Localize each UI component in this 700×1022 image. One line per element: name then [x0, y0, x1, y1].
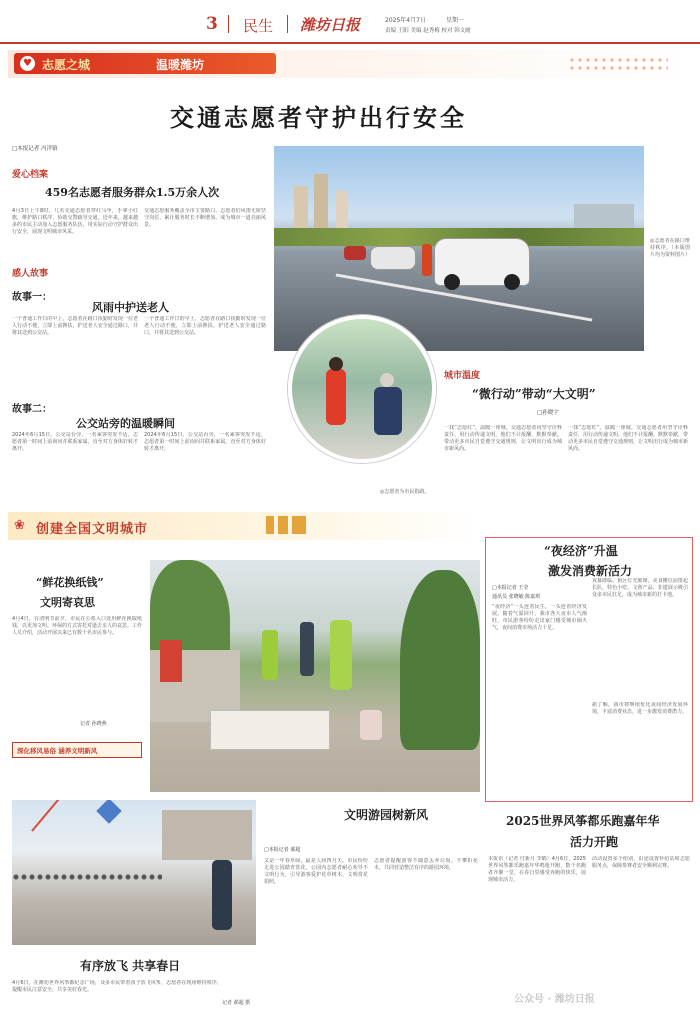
para-kite-run: 本报讯（记者 付新月 李鹤）4月6日，2025世界风筝都乐跑嘉年华鸣枪开跑，数千名跑者齐聚一堂，在春日里感受奔跑的快乐，展现城市活力。 [488, 856, 586, 883]
kite-author: 记者 郝超 摄 [222, 1000, 251, 1006]
flowers-author: 记者 孙晓燕 [80, 721, 107, 727]
person-figure [300, 622, 314, 676]
story2-title: 公交站旁的温暖瞬间 [76, 417, 175, 430]
para-story1-2: 一个普通工作日的早上，志愿者在路口执勤时发现一位老人行动不便，立即上前搀扶，护送老人安全通过路口，并将其送到公交站。 [144, 316, 266, 336]
park-byline: □本报记者 郝超 [264, 847, 301, 853]
crowd [12, 870, 162, 886]
city-skyline-icon [266, 516, 306, 534]
heart-icon: ♥ [20, 56, 35, 71]
para-park: 又是一年春草绿，最是人间四月天。市民纷纷走进公园踏青赏花，公园内志愿者耐心劝导不文明行为，引导游客爱护花草树木，文明赏花拍照。 [264, 858, 368, 885]
para-story2-2: 2024年6月15日，公交站台旁，一名乘客突发不适，志愿者第一时间上前询问并联系家属，直至对方身体好转才离开。 [144, 432, 266, 452]
kicker-archive: 爱心档案 [12, 170, 49, 180]
story1-label: 故事一： [12, 292, 52, 303]
para-kite: 4月6日，在潍坊世界风筝都纪念广场，众多市民带着孩子放飞风筝，志愿者在现场维持秩序，提醒市民注意安全，共享美好春光。 [12, 980, 222, 993]
volunteer-figure [326, 369, 346, 425]
headline-micro-action: “微行动”带动“大文明” [472, 387, 596, 401]
elder-figure [374, 387, 402, 435]
night-headline-b: 激发消费新活力 [548, 564, 633, 578]
paper-logo: 潍坊日报 [300, 16, 361, 34]
volunteer-figure [330, 620, 352, 690]
volunteer-figure [422, 244, 432, 276]
white-car [370, 246, 416, 270]
para-archive-2: 交通志愿服务覆盖全市主要路口，志愿者们风雨无阻坚守岗位，累计服务时长不断增加，成为城市一道亮丽风景。 [144, 208, 266, 228]
para-story2: 2024年6月15日，公交站台旁，一名乘客突发不适，志愿者第一时间上前询问并联系家属，直至对方身体好转才离开。 [12, 432, 138, 452]
volunteer-figure [262, 630, 278, 680]
customs-badge [12, 742, 142, 758]
kite [96, 800, 121, 824]
circle-caption: ◎志愿者为市民指路。 [380, 489, 430, 495]
story2-label: 故事二： [12, 404, 52, 415]
road-photo [274, 146, 644, 351]
photo-caption: ◎志愿者在路口维持秩序。（本版图片均为资料图片） [650, 238, 690, 258]
tree [400, 570, 480, 750]
top-headline: 交通志愿者守护出行安全 [170, 103, 467, 132]
byline-micro: □孙晓宇 [537, 410, 559, 416]
kite-run-headline-b: 活力开跑 [570, 835, 619, 849]
editor-credits: 责编 王阳 美编 赵秀梅 校对 韩文耐 [385, 28, 471, 34]
kite-run-headline-a: 2025世界风筝都乐跑嘉年华 [506, 814, 660, 828]
para-night-1: “夜经济”一头连着民生，一头连着经济发展。随着气温回升，我市各大夜市人气渐旺，市民游客纷纷走出家门感受城市烟火气，夜间消费市场活力十足。 [492, 604, 587, 631]
car-wheel [444, 274, 460, 290]
exchange-desk [210, 710, 330, 750]
night-byline: □本报记者 王莹 [492, 585, 529, 591]
para-archive: 4月3日上午8时，几名交通志愿者穿红马甲，手拿小红旗，维护路口秩序，协助交警疏导交通。近年来，越来越多的市民主动加入志愿服务队伍，用实际行动守护群众出行安全，展现文明城市风采。 [12, 208, 138, 235]
issue-date: 2025年4月7日 [385, 17, 426, 24]
volunteer-banner [8, 50, 692, 78]
masthead [0, 0, 700, 44]
top-byline: □本报记者 冯洋镇 [12, 146, 58, 152]
civilized-city-banner [8, 512, 478, 540]
para-night-3: 据了解，我市将继续优化夜间经济发展环境，丰富消费业态，进一步激发消费潜力。 [592, 702, 688, 715]
flowers-headline-b: 文明寄哀思 [40, 596, 95, 609]
banner-title: 创建全国文明城市 [36, 522, 149, 537]
red-car [344, 246, 366, 260]
night-headline-a: “夜经济”升温 [544, 544, 618, 558]
divider [228, 15, 229, 33]
car-wheel [504, 274, 520, 290]
cemetery-photo [150, 560, 480, 792]
watermark: 公众号 · 潍坊日报 [514, 994, 595, 1005]
para-night-2: 夜幕降临，街区灯光璀璨，美食摊位前排起长队，特色小吃、文创产品、非遗展示吸引众多市民驻足，成为城市新的打卡地。 [592, 578, 688, 598]
para-micro-2: 一抹“志愿红”，温暖一座城。交通志愿者用坚守诠释责任，用行动传递文明。他们不计报酬，默默奉献，带动更多市民自觉遵守交通规则，让文明出行成为城市新风尚。 [568, 425, 688, 452]
section-name: 民生 [243, 17, 274, 35]
customs-badge-text: 深化移风易俗 涵养文明新风 [17, 747, 98, 755]
flowers-headline-a: “鲜花换纸钱” [36, 576, 104, 589]
person-figure [212, 860, 232, 930]
red-sign [160, 640, 182, 682]
page-number: 3 [206, 14, 218, 34]
banner-tag-box [14, 53, 276, 74]
kicker-stories: 感人故事 [12, 269, 49, 279]
flower-bucket [360, 710, 382, 740]
subhead-volunteers: 459名志愿者服务群众1.5万余人次 [45, 186, 220, 199]
banner-tag: 志愿之城 [42, 58, 91, 72]
decor-dots [568, 56, 668, 70]
park-headline: 文明游园树新风 [344, 808, 429, 822]
flower-icon: ❀ [14, 518, 25, 533]
kite-headline: 有序放飞 共享春日 [80, 959, 181, 973]
elder-head [380, 373, 394, 387]
kicker-city: 城市温度 [444, 371, 481, 381]
para-park-2: 志愿者提醒游客不随意丢弃垃圾，不攀折花木，共同营造整洁有序的游园环境。 [374, 858, 478, 871]
night-byline-b: 通讯员 张晓敏 陈嘉琪 [492, 594, 541, 600]
para-story1: 一个普通工作日的早上，志愿者在路口执勤时发现一位老人行动不便，立即上前搀扶，护送老人安全通过路口，并将其送到公交站。 [12, 316, 138, 336]
para-micro: 一抹“志愿红”，温暖一座城。交通志愿者用坚守诠释责任，用行动传递文明。他们不计报酬，默默奉献，带动更多市民自觉遵守交通规则，让文明出行成为城市新风尚。 [444, 425, 562, 452]
para-flowers: 4月4日，在清明节前夕，市民在公墓入口处用鲜花换取纸钱，以更加文明、环保的方式寄托对逝去亲人的哀思。工作人员介绍，活动开展以来已有数千名市民参与。 [12, 616, 142, 636]
banner-slogan: 温暖潍坊 [156, 58, 205, 72]
kite-photo [12, 800, 256, 945]
circle-photo [288, 315, 436, 463]
volunteer-head [329, 357, 343, 371]
divider [287, 15, 288, 33]
para-kite-run-2: 活动设置多个组别，沿途设置补给站和志愿服务点，保障参赛者安全顺利完赛。 [592, 856, 690, 869]
building [162, 810, 252, 860]
night-economy-box [485, 537, 693, 802]
story1-title: 风雨中护送老人 [92, 301, 169, 314]
issue-weekday: 星期一 [446, 17, 465, 24]
